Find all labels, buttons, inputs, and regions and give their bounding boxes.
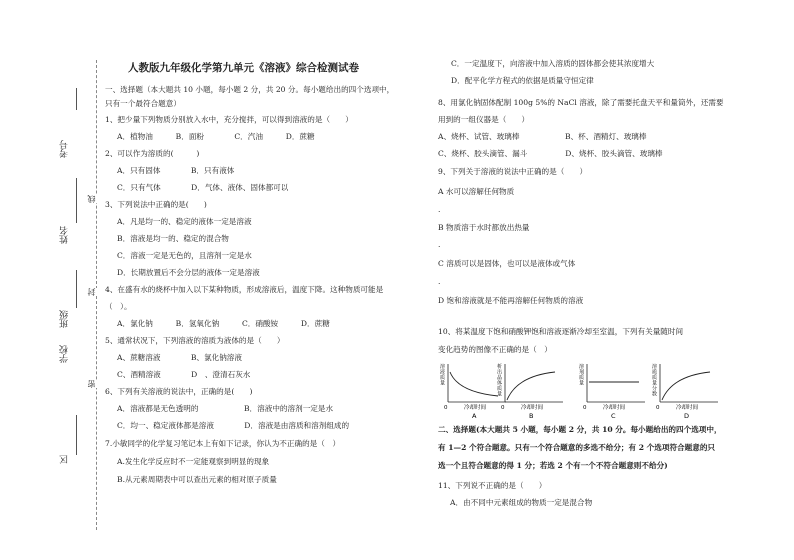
binding-line: [76, 270, 77, 308]
right-text-line: 用到的一组仪器是（ ）: [438, 115, 530, 124]
left-text-line: A．植物油 B．面粉 C．汽油 D．蔗糖: [117, 132, 315, 141]
right-text-line: A 水可以溶解任何物质: [438, 187, 515, 196]
right-text-line: C 溶质可以是固体，也可以是液体或气体: [438, 259, 576, 268]
y-axis-label-char: 分: [652, 386, 658, 392]
right-text-line: D 饱和溶液就是不能再溶解任何物质的溶液: [438, 296, 584, 305]
left-text-line: B.从元素周期表中可以查出元素的相对原子质量: [117, 475, 277, 484]
y-axis-label-char: 质: [497, 386, 503, 392]
y-axis-label-char: 溶: [652, 364, 658, 370]
right-text-line: 二、选择题(本大题共 5 小题，每小题 2 分，共 10 分。每小题给出的四个选项中，: [438, 425, 722, 434]
y-axis-label-char: 质: [652, 375, 658, 381]
right-text-line: D．配平化学方程式的依据是质量守恒定律: [451, 76, 594, 85]
y-axis-label-char: 溶: [440, 364, 446, 370]
left-text-line: A．凡是均一的、稳定的液体一定是溶液: [117, 217, 252, 226]
y-axis-label-char: 量: [440, 380, 446, 387]
origin-label: 0: [501, 405, 505, 411]
left-text-line: 只有一个最符合题意）: [105, 99, 181, 108]
label-kaohao: 考号: [60, 140, 70, 158]
label-banji: 班级: [60, 310, 70, 328]
right-text-line: .: [438, 277, 441, 286]
right-text-line: A、烧杯、试管、玻璃棒 B、杯、酒精灯、玻璃棒: [438, 132, 647, 141]
trend-curve: [450, 372, 498, 396]
x-axis-label: 冷却时间: [676, 405, 699, 411]
page-title: 人教版九年级化学第九单元《溶液》综合检测试卷: [128, 62, 359, 74]
trend-curve: [507, 372, 555, 400]
y-axis-label-char: 量: [579, 380, 585, 387]
label-xingming: 姓名: [60, 226, 70, 244]
graph-letter: D: [684, 412, 690, 420]
graph-letter: A: [472, 412, 477, 420]
y-axis-label-char: 出: [497, 369, 503, 376]
right-text-line: 有 1—2 个符合题意。只有一个符合题意的多选不给分；有 2 个选项符合题意的只: [438, 443, 716, 452]
right-text-line: 选一个且符合题意的得 1 分；若选 2 个有一个不符合题意则不给分): [438, 461, 668, 470]
left-text-line: 3、下列说法中正确的是( ): [105, 200, 207, 209]
binding-line: [76, 415, 77, 455]
graph-d: [650, 362, 722, 420]
left-text-line: 5、通常状况下，下列溶液的溶质为液体的是（ ）: [105, 336, 285, 345]
left-text-line: 4、在盛有水的烧杯中加入以下某种物质，形成溶液后，温度下降。这种物质可能是: [105, 285, 384, 294]
label-xuexiao: 学校: [60, 345, 70, 363]
origin-label: 0: [583, 405, 587, 411]
left-text-line: A、蔗糖溶液 B、氯化钠溶液: [117, 353, 242, 362]
left-text-line: A．氯化钠 B．氢氧化钠 C．硝酸铵 D．蔗糖: [117, 319, 330, 328]
y-axis-label-char: 量: [497, 391, 503, 398]
left-text-line: B．溶液是均一的、稳定的混合物: [117, 234, 229, 243]
graph-letter: B: [529, 412, 534, 420]
seal-char-mi: 密: [87, 380, 96, 388]
right-text-line: 9、下列关于溶液的说法中正确的是（ ）: [438, 167, 588, 176]
graph-letter: C: [611, 412, 616, 420]
y-axis-label-char: 溶: [579, 364, 585, 370]
left-text-line: C、酒精溶液 D 、澄清石灰水: [117, 370, 251, 379]
seal-char-feng: 封: [87, 288, 96, 296]
x-axis-label: 冷却时间: [464, 405, 487, 411]
right-text-line: C．一定温度下，向溶液中加入溶质的固体都会使其浓度增大: [451, 59, 655, 68]
right-text-line: B 物质溶于水时都放出热量: [438, 223, 530, 232]
right-text-line: 8、用氯化钠固体配制 100g 5%的 NaCl 溶液，除了需要托盘天平和量筒外，还需要: [438, 98, 724, 107]
label-qu: 区: [60, 455, 70, 464]
trend-curve: [662, 372, 710, 400]
left-text-line: 1、把少量下列物质分别放入水中，充分搅拌，可以得到溶液的是（ ）: [105, 115, 353, 124]
y-axis-label-char: 晶: [497, 375, 503, 381]
left-text-line: 一、选择题（本大题共 10 小题，每小题 2 分，共 20 分。每小题给出的四个选项中，: [105, 85, 395, 94]
left-text-line: 7.小敏同学的化学复习笔记本上有如下记录，你认为不正确的是（ ）: [105, 439, 341, 448]
right-text-line: 11、下列说不正确的是（ ）: [438, 481, 547, 490]
left-text-line: 2、可以作为溶质的( ): [105, 149, 200, 158]
y-axis-label-char: 液: [440, 369, 446, 376]
graph-c: [577, 362, 649, 420]
right-text-line: A．由不同中元素组成的物质一定是混合物: [450, 498, 593, 507]
left-text-line: 6、下列有关溶液的说法中，正确的是( ): [105, 387, 253, 396]
graph-b: [495, 362, 567, 420]
left-text-line: C．均一、稳定液体都是溶液 D．溶液是由溶质和溶剂组成的: [117, 421, 350, 430]
left-text-line: A.发生化学反应时不一定能观察到明显的现象: [117, 457, 270, 466]
right-text-line: 10、将某温度下饱和硝酸钾饱和溶液逐渐冷却至室温，下列有关量随时间: [438, 327, 684, 336]
x-axis-label: 冷却时间: [603, 405, 626, 411]
y-axis-label-char: 剂: [579, 369, 585, 376]
origin-label: 0: [444, 405, 448, 411]
left-text-line: A．只有固体 B．只有液体: [117, 166, 235, 175]
seal-char-xian: 线: [87, 195, 96, 203]
y-axis-label-char: 析: [497, 364, 503, 370]
binding-line: [76, 178, 77, 223]
left-text-line: C．只有气体 D．气体、液体、固体都可以: [117, 183, 289, 192]
y-axis-label-char: 数: [652, 391, 658, 398]
y-axis-label-char: 质: [652, 369, 658, 376]
left-text-line: A．溶液都是无色透明的 B．溶液中的溶剂一定是水: [117, 404, 334, 413]
right-text-line: 变化趋势的图像不正确的是（ ）: [438, 345, 552, 354]
right-text-line: .: [438, 205, 441, 214]
y-axis-label-char: 量: [652, 380, 658, 387]
left-text-line: D．长期放置后不会分层的液体一定是溶液: [117, 268, 260, 277]
right-text-line: C、烧杯、胶头滴管、漏斗 D、烧杯、胶头滴管、玻璃棒: [438, 149, 663, 158]
left-text-line: C．溶液一定是无色的，且溶剂一定是水: [117, 251, 252, 260]
y-axis-label-char: 质: [579, 375, 585, 381]
right-text-line: .: [438, 240, 441, 249]
y-axis-label-char: 体: [497, 380, 503, 387]
left-text-line: （ ）。: [105, 302, 132, 311]
x-axis-label: 冷却时间: [521, 405, 544, 411]
origin-label: 0: [656, 405, 660, 411]
y-axis-label-char: 质: [440, 375, 446, 381]
binding-line: [76, 88, 77, 110]
